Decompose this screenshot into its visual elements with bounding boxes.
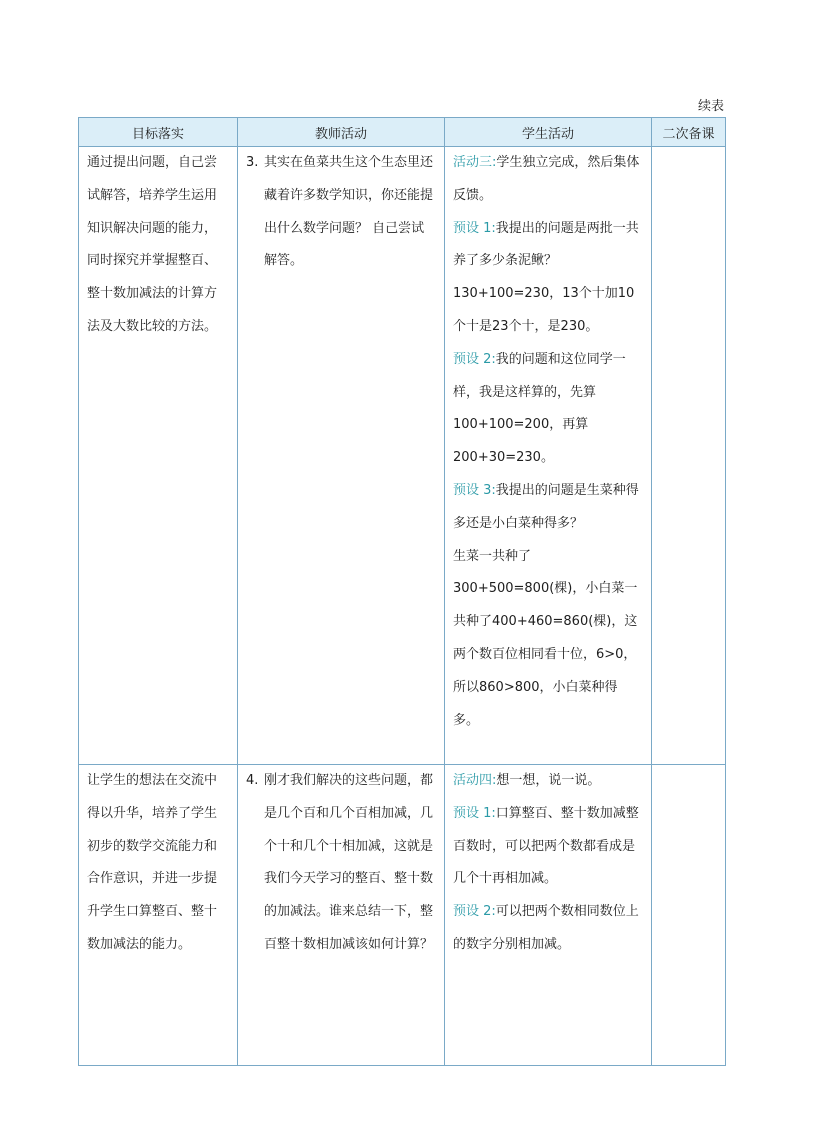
teacher-text: 其实在鱼菜共生这个生态里还藏着许多数学知识，你还能提出什么数学问题？ 自己尝试解答。 (264, 155, 434, 269)
student-para (453, 798, 643, 896)
goal-text: 通过提出问题，自己尝试解答，培养学生运用知识解决问题的能力，同时探究并掌握整百、整十数加减法的计算方法及大数比较的方法。 (87, 155, 218, 334)
preset-label: 预设 2: (453, 904, 496, 920)
table-row (79, 147, 726, 765)
teacher-cell (238, 147, 445, 765)
teacher-text: 刚才我们解决的这些问题，都是几个百和几个百相加减，几个十和几个十相加减，这就是我们今天学习的整百、整十数的加减法。谁来总结一下，整百整十数相加减该如何计算？ (264, 773, 434, 952)
goal-cell (79, 147, 238, 765)
student-text: 可以把两个数相同数位上的数字分别相加减。 (453, 904, 639, 952)
second-prep-cell (652, 147, 726, 765)
item-number: 4. (246, 773, 259, 788)
activity-label: 活动三: (453, 155, 497, 170)
student-para (453, 147, 643, 213)
student-text: 学生独立完成，然后集体反馈。 (453, 155, 640, 203)
student-para (453, 475, 643, 541)
preset-label: 预设 3: (453, 482, 496, 498)
preset-label: 预设 1: (453, 220, 496, 236)
header-teacher-activity: 教师活动 (238, 118, 445, 147)
goal-cell (79, 765, 238, 1066)
table-row (79, 765, 726, 1066)
preset-label: 预设 2: (453, 351, 496, 367)
header-student-activity: 学生活动 (445, 118, 652, 147)
student-text: 我提出的问题是生菜种得多还是小白菜种得多？ (453, 482, 639, 531)
student-para (453, 213, 643, 279)
student-para (453, 765, 643, 798)
goal-text: 让学生的想法在交流中得以升华，培养了学生初步的数学交流能力和合作意识，并进一步提升学生口算整百、整十数加减法的能力。 (87, 773, 218, 952)
table-header-row (79, 118, 726, 147)
student-text: 我提出的问题是两批一共养了多少条泥鳅？ (453, 220, 639, 269)
student-text: 130+100=230，13个十加10个十是23个十，是230。 (453, 286, 635, 334)
activity-label: 活动四: (453, 773, 497, 788)
student-text: 口算整百、整十数加减整百数时，可以把两个数都看成是几个十再相加减。 (453, 805, 639, 887)
student-para (453, 896, 643, 962)
student-text: 我的问题和这位同学一样，我是这样算的，先算100+100=200，再算200+30=230。 (453, 351, 626, 466)
teacher-cell (238, 765, 445, 1066)
student-cell (445, 765, 652, 1066)
continued-label: 续表 (697, 99, 724, 114)
header-second-prep: 二次备课 (652, 118, 726, 147)
student-text: 生菜一共种了300+500=800(棵)，小白菜一共种了400+460=860(棵)，这两个数百位相同看十位，6>0，所以860>800，小白菜种得多。 (453, 548, 638, 728)
student-para (453, 344, 643, 475)
second-prep-cell (652, 765, 726, 1066)
preset-label: 预设 1: (453, 805, 496, 821)
student-text: 想一想，说一说。 (496, 773, 601, 788)
student-para (453, 278, 643, 344)
student-para (453, 541, 643, 738)
student-cell (445, 147, 652, 765)
header-goal: 目标落实 (79, 118, 238, 147)
item-number: 3. (246, 155, 259, 170)
lesson-table (78, 117, 726, 1066)
